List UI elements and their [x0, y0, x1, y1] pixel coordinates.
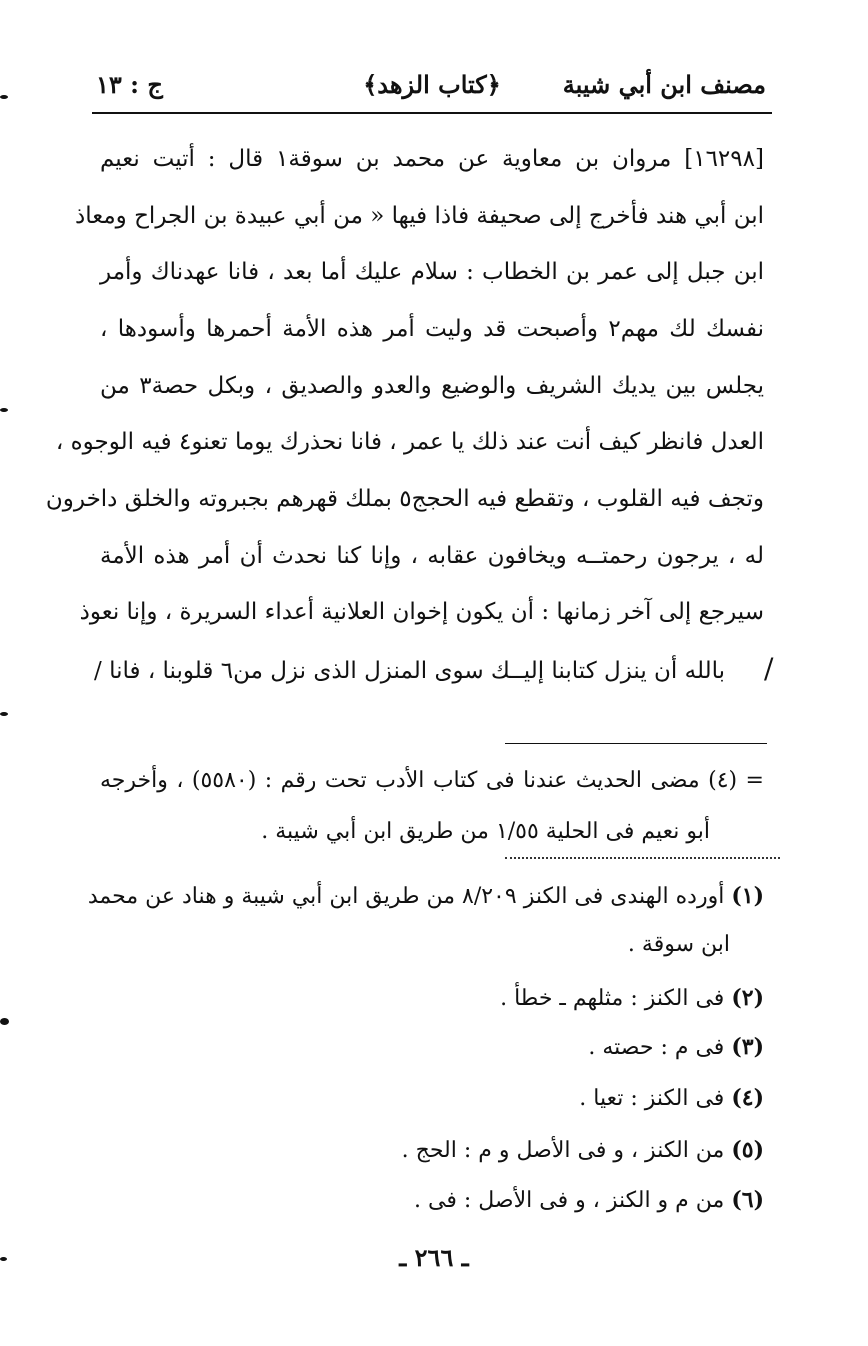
footnote-text: من م و الكنز ، و فى الأصل : فى . — [414, 1188, 725, 1213]
book-title: مصنف ابن أبي شيبة — [562, 70, 766, 99]
footnote-number: (٥) — [731, 1137, 764, 1163]
footnote-text: أورده الهندى فى الكنز ٨/٢٠٩ من طريق ابن أبي شيبة و هناد عن محمد — [87, 884, 725, 909]
footnote-number: (١) — [731, 883, 764, 909]
chapter-title: ﴿كتاب الزهد﴾ — [363, 70, 501, 99]
body-line: [١٦٢٩٨] مروان بن معاوية عن محمد بن سوقة١ قال : أتيت نعيم — [100, 146, 764, 172]
page-header — [92, 62, 772, 108]
footnote-text: من الكنز ، و فى الأصل و م : الحج . — [401, 1138, 725, 1163]
footnote-6 — [100, 1184, 764, 1217]
margin-mark — [0, 1018, 9, 1025]
margin-mark — [0, 408, 8, 412]
footnote-text: فى الكنز : مثلهم ـ خطأ . — [500, 986, 725, 1011]
footnote-number: (٦) — [731, 1187, 764, 1213]
dotted-separator — [505, 857, 780, 859]
page-break-mark: / — [764, 652, 774, 685]
body-line: له ، يرجون رحمتــه ويخافون عقابه ، وإنا كنا نحدث أن أمر هذه الأمة — [100, 543, 764, 569]
body-line: ابن جبل إلى عمر بن الخطاب : سلام عليك أما بعد ، فانا عهدناك وأمر — [100, 259, 764, 285]
margin-mark — [0, 1257, 7, 1261]
prev-footnote-line: أبو نعيم فى الحلية ١/٥٥ من طريق ابن أبي شيبة . — [261, 819, 710, 844]
body-line: وتجف فيه القلوب ، وتقطع فيه الحجج٥ بملك قهرهم بجبروته والخلق داخرون — [45, 486, 764, 512]
header-rule — [92, 112, 772, 114]
footnote-4 — [100, 1082, 764, 1115]
body-line: بالله أن ينزل كتابنا إليــك سوى المنزل الذى نزل من٦ قلوبنا ، فانا / — [94, 658, 725, 684]
footnote-text: فى الكنز : تعيا . — [579, 1086, 725, 1111]
footnote-5 — [100, 1134, 764, 1167]
footnote-2 — [100, 982, 764, 1015]
footnote-number: (٤) — [731, 1085, 764, 1111]
footnote-rule — [505, 743, 767, 744]
volume-number: ج : ١٣ — [96, 70, 163, 99]
margin-mark — [0, 95, 8, 99]
footnote-1 — [87, 880, 764, 913]
body-line: العدل فانظر كيف أنت عند ذلك يا عمر ، فانا نحذرك يوما تعنو٤ فيه الوجوه ، — [55, 429, 764, 455]
body-line: نفسك لك مهم٢ وأصبحت قد وليت أمر هذه الأمة أحمرها وأسودها ، — [100, 316, 764, 342]
footnote-3 — [100, 1031, 764, 1064]
footnote-number: (٣) — [731, 1034, 764, 1060]
footnote-text: فى م : حصته . — [588, 1035, 725, 1060]
margin-mark — [0, 712, 8, 716]
page-number: ـ ٢٦٦ ـ — [399, 1243, 469, 1272]
prev-footnote-line: = (٤) مضى الحديث عندنا فى كتاب الأدب تحت رقم : (٥٥٨٠) ، وأخرجه — [100, 768, 764, 793]
footnote-1-cont — [100, 929, 730, 961]
footnote-text: ابن سوقة . — [627, 932, 730, 957]
body-line: سيرجع إلى آخر زمانها : أن يكون إخوان العلانية أعداء السريرة ، وإنا نعوذ — [79, 599, 764, 625]
footnote-number: (٢) — [731, 985, 764, 1011]
body-line: ابن أبي هند فأخرج إلى صحيفة فاذا فيها « من أبي عبيدة بن الجراح ومعاذ — [75, 203, 764, 229]
body-line: يجلس بين يديك الشريف والوضيع والعدو والصديق ، وبكل حصة٣ من — [100, 373, 764, 399]
